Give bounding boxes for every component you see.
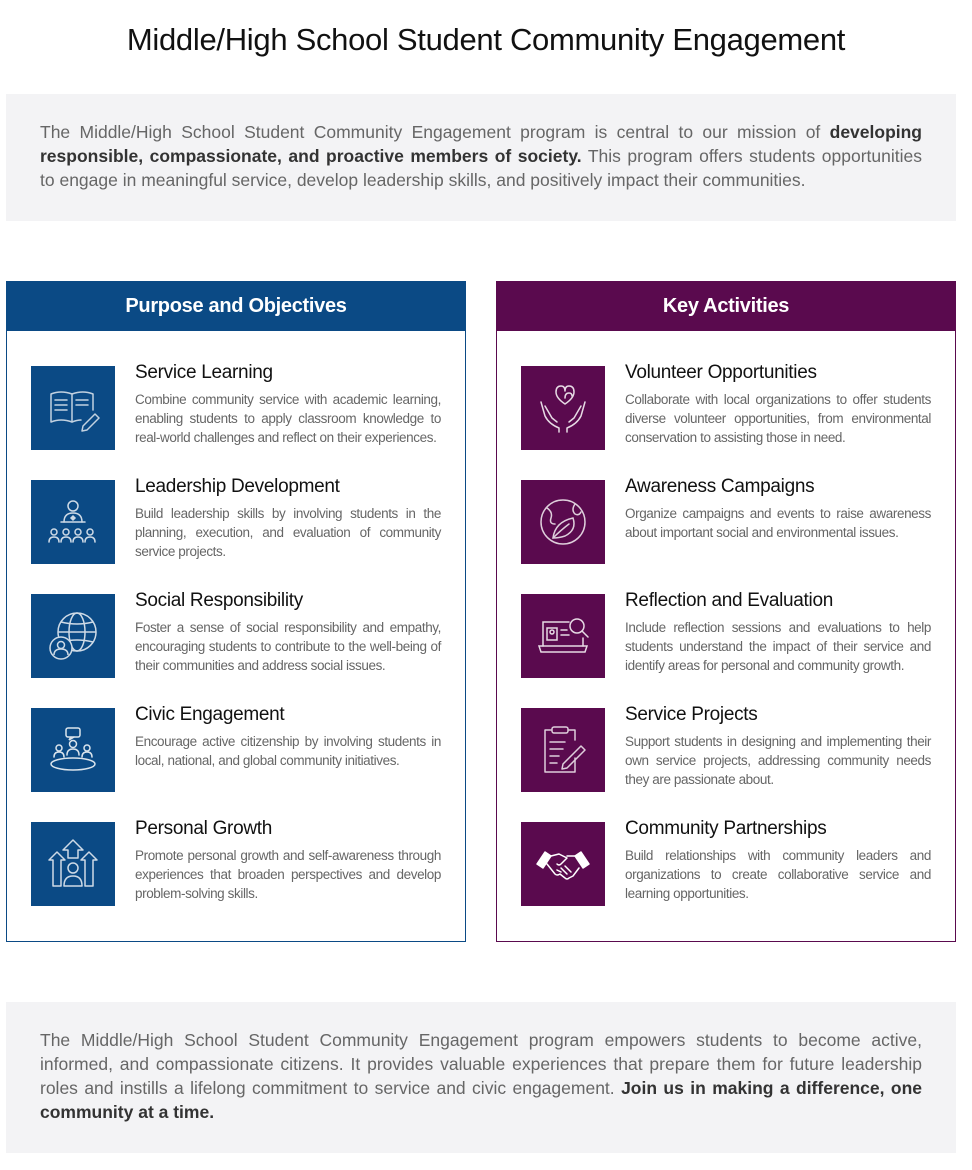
item-title: Reflection and Evaluation (625, 590, 833, 611)
book-pencil-icon (31, 366, 115, 450)
outro-section (6, 1002, 956, 1153)
item-description: Build relationships with community leaders and organizations to create collaborative service and learning opportunities. (625, 848, 931, 901)
item-description: Combine community service with academic learning, enabling students to apply classroom knowledge to real-world challenges and reflect on their experiences. (135, 392, 441, 445)
globe-leaf-icon (521, 480, 605, 564)
item-title: Awareness Campaigns (625, 476, 815, 497)
activity-item-service-projects (521, 704, 931, 798)
purpose-item-social-responsibility (31, 590, 441, 684)
handshake-icon (521, 822, 605, 906)
person-arrows-up-icon (31, 822, 115, 906)
activity-item-awareness-campaigns (521, 476, 931, 570)
laptop-search-icon (521, 594, 605, 678)
item-title: Civic Engagement (135, 704, 285, 725)
activity-item-volunteer-opportunities (521, 362, 931, 456)
page-title: Middle/High School Student Community Engagement (126, 22, 846, 57)
purpose-item-civic-engagement (31, 704, 441, 798)
leader-podium-icon (31, 480, 115, 564)
item-description: Promote personal growth and self-awareness through experiences that broaden perspectives and develop problem-solving skills. (135, 848, 441, 901)
item-description: Collaborate with local organizations to offer students diverse volunteer opportunities, from environmental conservation to assisting those in need. (625, 392, 931, 445)
outro-text-start: The Middle/High School Student Community Engagement program empowers students to become active, informed, and compassionate citizens. It provides valuable experiences that prepare them for future leadership roles and instills a lifelong commitment to service and civic engagement. (40, 1030, 922, 1098)
item-title: Service Learning (135, 362, 273, 383)
item-description: Organize campaigns and events to raise awareness about important social and environmental issues. (625, 506, 931, 540)
hands-hearts-icon (521, 366, 605, 450)
item-title: Social Responsibility (135, 590, 303, 611)
item-title: Personal Growth (135, 818, 273, 839)
purpose-item-service-learning (31, 362, 441, 456)
purpose-item-leadership-development (31, 476, 441, 570)
purpose-panel (6, 281, 466, 942)
purpose-item-personal-growth (31, 818, 441, 912)
item-title: Community Partnerships (625, 818, 827, 839)
globe-person-icon (31, 594, 115, 678)
item-description: Support students in designing and implementing their own service projects, addressing community needs they are passionate about. (625, 734, 931, 787)
item-description: Include reflection sessions and evaluations to help students understand the impact of their service and identify areas for personal and community growth. (625, 620, 931, 673)
item-description: Foster a sense of social responsibility and empathy, encouraging students to contribute to the well-being of their communities and address social issues. (135, 620, 441, 673)
group-meeting-icon (31, 708, 115, 792)
intro-section (6, 94, 956, 221)
purpose-panel-header: Purpose and Objectives (7, 282, 465, 331)
clipboard-pen-icon (521, 708, 605, 792)
item-title: Service Projects (625, 704, 758, 725)
intro-text-bold: developing responsible, compassionate, and proactive members of society. (40, 122, 922, 166)
item-description: Encourage active citizenship by involving students in local, national, and global community initiatives. (135, 734, 441, 768)
activity-item-reflection-and-evaluation (521, 590, 931, 684)
item-title: Leadership Development (135, 476, 340, 497)
activities-panel-header: Key Activities (497, 282, 955, 331)
intro-text-start: The Middle/High School Student Community Engagement program is central to our mission of (40, 122, 830, 142)
activity-item-community-partnerships (521, 818, 931, 912)
activities-panel (496, 281, 956, 942)
item-title: Volunteer Opportunities (625, 362, 817, 383)
item-description: Build leadership skills by involving students in the planning, execution, and evaluation of community service projects. (135, 506, 441, 559)
intro-text-end: This program offers students opportunities to engage in meaningful service, develop leadership skills, and positively impact their communities. (40, 146, 922, 190)
outro-text-bold: Join us in making a difference, one community at a time. (40, 1078, 923, 1122)
